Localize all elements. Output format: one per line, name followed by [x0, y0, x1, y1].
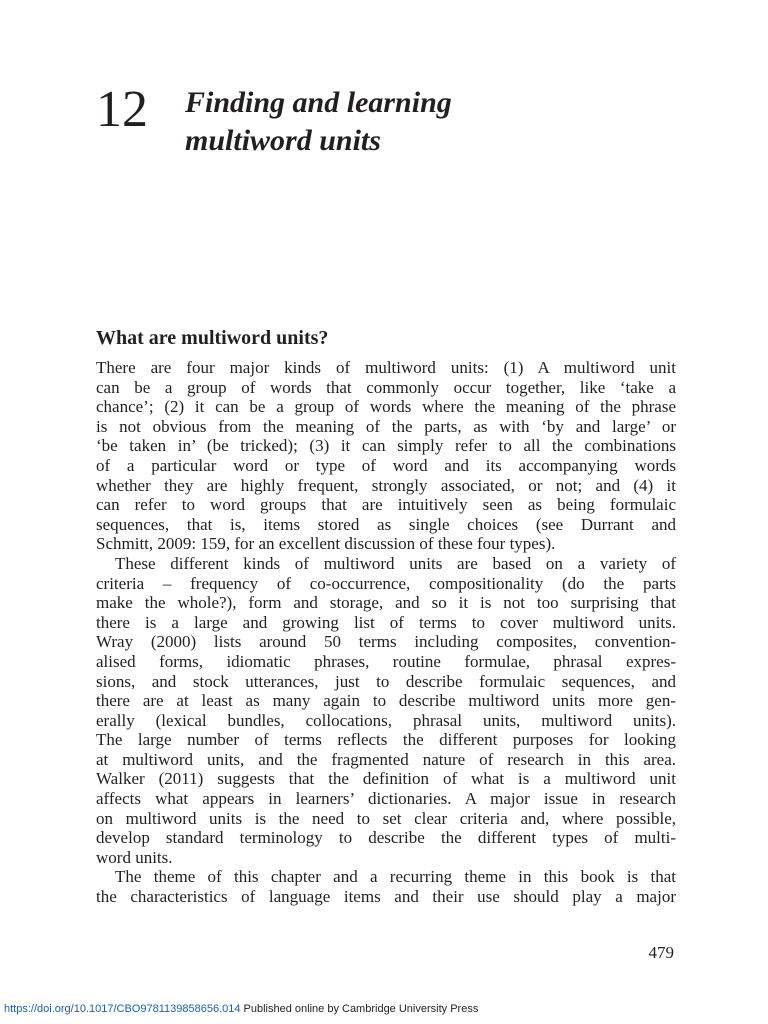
text-line: erally (lexical bundles, collocations, phrasal units, multiword units). [96, 710, 676, 730]
text-line: there is a large and growing list of terms to cover multiword units. [96, 612, 676, 632]
chapter-title-line-1: Finding and learning [185, 86, 452, 119]
text-line: word units. [96, 847, 173, 867]
text-line: alised forms, idiomatic phrases, routine formulae, phrasal expres- [96, 651, 676, 671]
paragraph-1 [96, 358, 676, 554]
text-line: there are at least as many again to describe multiword units more gen- [96, 691, 676, 711]
text-line: make the whole?), form and storage, and so it is not too surprising that [96, 593, 676, 613]
chapter-title [185, 84, 452, 160]
text-line: on multiword units is the need to set clear criteria and, where possible, [96, 808, 676, 828]
text-line: chance’; (2) it can be a group of words where the meaning of the phrase [96, 397, 676, 417]
text-line: The large number of terms reflects the different purposes for looking [96, 730, 676, 750]
text-line: is not obvious from the meaning of the parts, as with ‘by and large’ or [96, 416, 676, 436]
text-line: The theme of this chapter and a recurring theme in this book is that [115, 867, 676, 887]
text-line: sions, and stock utterances, just to describe formulaic sequences, and [96, 671, 676, 691]
text-line: the characteristics of language items and their use should play a major [96, 887, 676, 907]
text-line: whether they are highly frequent, strongly associated, or not; and (4) it [96, 475, 676, 495]
doi-link[interactable]: https://doi.org/10.1017/CBO9781139858656.014 [4, 1003, 241, 1015]
text-line: can be a group of words that commonly occur together, like ‘take a [96, 377, 676, 397]
publisher-text: Published online by Cambridge University Press [240, 1003, 479, 1015]
text-line: of a particular word or type of word and its accompanying words [96, 455, 676, 475]
paragraph-2 [96, 554, 676, 868]
footer [4, 1002, 478, 1016]
chapter-number: 12 [96, 81, 148, 138]
text-line: Walker (2011) suggests that the definition of what is a multiword unit [96, 769, 676, 789]
page-number: 479 [648, 943, 674, 962]
text-line: There are four major kinds of multiword units: (1) A multiword unit [96, 358, 676, 377]
section-heading: What are multiword units? [96, 327, 329, 349]
text-line: Schmitt, 2009: 159, for an excellent discussion of these four types). [96, 534, 556, 554]
text-line: These different kinds of multiword units are based on a variety of [115, 553, 676, 573]
paragraph-3 [96, 867, 676, 906]
body-text [96, 358, 676, 907]
text-line: ‘be taken in’ (be tricked); (3) it can simply refer to all the combinations [96, 436, 676, 456]
text-line: develop standard terminology to describe the different types of multi- [96, 828, 676, 848]
text-line: can refer to word groups that are intuitively seen as being formulaic [96, 495, 676, 515]
text-line: affects what appears in learners’ dictionaries. A major issue in research [96, 789, 676, 809]
text-line: at multiword units, and the fragmented nature of research in this area. [96, 749, 676, 769]
chapter-title-line-2: multiword units [185, 124, 381, 157]
text-line: sequences, that is, items stored as single choices (see Durrant and [96, 514, 676, 534]
text-line: criteria – frequency of co-occurrence, compositionality (do the parts [96, 573, 676, 593]
text-line: Wray (2000) lists around 50 terms including composites, convention- [96, 632, 676, 652]
